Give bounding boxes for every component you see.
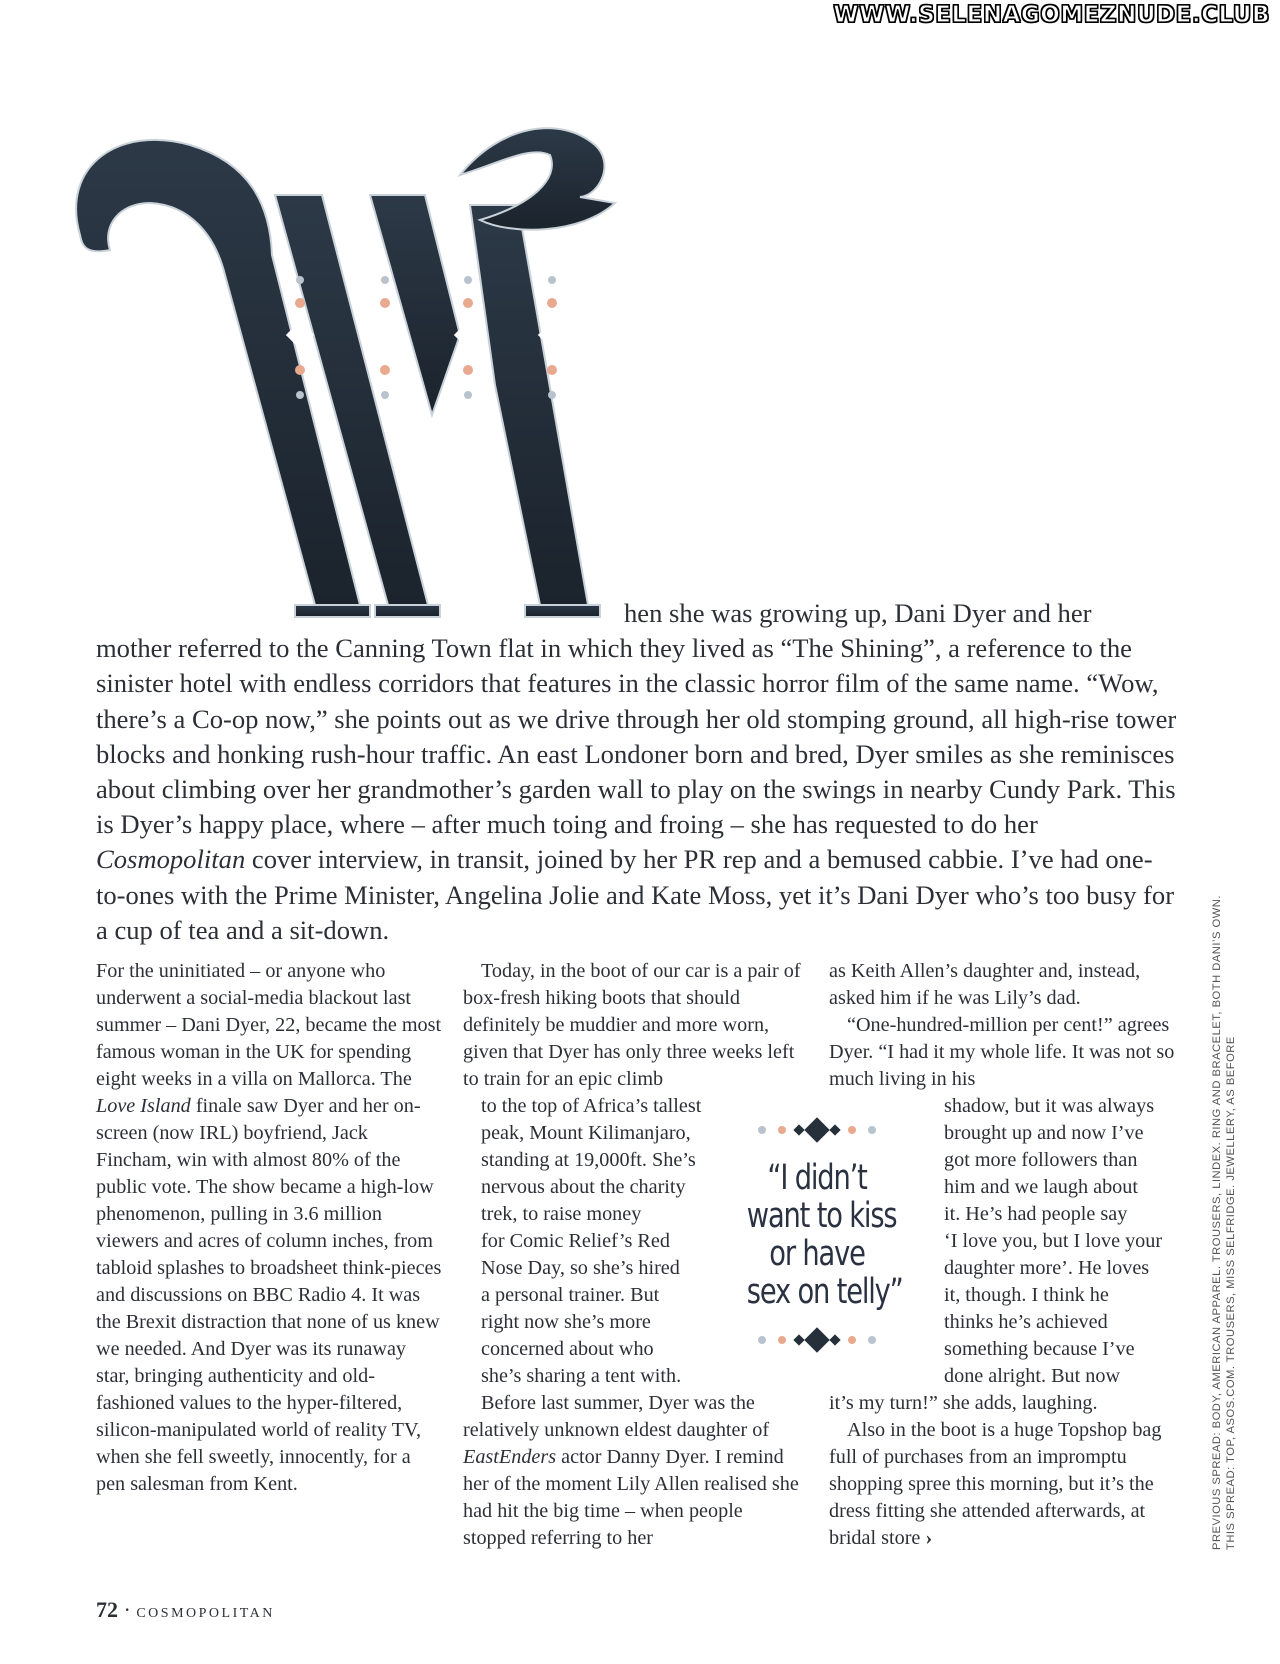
show-title: Love Island xyxy=(96,1095,191,1117)
wrapped-line: trek, to raise money xyxy=(481,1203,642,1225)
wrapped-line: she’s sharing a tent with. xyxy=(481,1365,682,1387)
intro-text-end: cover interview, in transit, joined by her PR rep and a bemused cabbie. I’ve had one-to-ones with the Prime Minister, Angelina Jolie and Kate Moss, yet it’s Dani Dyer who’s too busy for a cup of tea and a sit-down. xyxy=(96,844,1175,945)
wrapped-line: Nose Day, so she’s hired xyxy=(481,1257,680,1279)
wrapped-line: nervous about the charity xyxy=(481,1176,686,1198)
wrapped-line: peak, Mount Kilimanjaro, xyxy=(481,1122,691,1144)
dropcap-letter-w xyxy=(40,85,630,625)
intro-text: mother referred to the Canning Town flat in which they lived as “The Shining”, a reference to the sinister hotel with endless corridors that features in the classic horror film of the same name. “Wow, there’s a Co-op now,” she points out as we drive through her old stomping ground, all high-rise tower blocks and honking rush-hour traffic. An east Londoner born and bred, Dyer smiles as she reminisces about climbing over her grandmother’s garden wall to play on the swings in nearby Cundy Park. This is Dyer’s happy place, where – after much toing and froing – she has requested to do her xyxy=(96,633,1177,840)
col2-p2-a: Before last summer, Dyer was the relatively unknown eldest daughter of xyxy=(463,1392,770,1441)
col1-text-b: finale saw Dyer and her on-screen (now IRL) boyfriend, Jack Fincham, win with almost 80% of the public vote. The show became a high-low phenomenon, pulling in 3.6 million viewers and acres of column inches, from tabloid splashes to broadsheet think-pieces and discussions on BBC Radio 4. It was the Brexit distraction that none of us knew we needed. And Dyer was its runaway star, bringing authenticity and old-fashioned values to the hyper-filtered, silicon-manipulated world of reality TV, when she fell sweetly, innocently, for a pen salesman from Kent. xyxy=(96,1095,442,1495)
col2-p2-b: actor Danny Dyer. I remind her of the moment Lily Allen realised she had hit the big time – when people stopped referring to her xyxy=(463,1446,799,1549)
wrapped-line: it. He’s had people say xyxy=(944,1203,1128,1225)
pull-quote-line: or have xyxy=(769,1234,865,1274)
intro-first-line: hen she was growing up, Dani Dyer and her xyxy=(624,598,1092,628)
wrapped-line: daughter more’. He loves xyxy=(944,1257,1150,1279)
page-number: 72 xyxy=(96,1597,118,1622)
wrapped-line: to the top of Africa’s tallest xyxy=(481,1095,702,1117)
col3-p2-end: it’s my turn!” she adds, laughing. xyxy=(829,1392,1098,1414)
col3-paragraph-1: as Keith Allen’s daughter and, instead, asked him if he was Lily’s dad. xyxy=(829,960,1141,1009)
page-folio xyxy=(96,1597,275,1623)
continue-arrow-icon: › xyxy=(925,1527,933,1549)
ornament-divider-icon xyxy=(752,1115,882,1145)
intro-paragraph xyxy=(96,596,1180,948)
watermark: WWW.SELENAGOMEZNUDE.CLUB xyxy=(833,2,1270,28)
pull-quote xyxy=(727,1115,907,1355)
wrapped-line: concerned about who xyxy=(481,1338,654,1360)
show-title: EastEnders xyxy=(463,1446,557,1468)
col2-p1-full: Today, in the boot of our car is a pair of box-fresh hiking boots that should definitely be muddier and more worn, given that Dyer has only three weeks left to train for an epic climb xyxy=(463,960,801,1090)
wrapped-line: it, though. I think he xyxy=(944,1284,1109,1306)
pull-quote-line: “I didn’t xyxy=(767,1158,867,1198)
wrapped-line: a personal trainer. But xyxy=(481,1284,660,1306)
folio-magazine: COSMOPOLITAN xyxy=(136,1606,275,1621)
col3-p2-full: “One-hundred-million per cent!” agrees Dyer. “I had it my whole life. It was not so much living in his xyxy=(829,1014,1175,1090)
wrapped-line: thinks he’s achieved xyxy=(944,1311,1108,1333)
col2-paragraph-2 xyxy=(463,1390,803,1552)
credits-line: THIS SPREAD: TOP, ASOS.COM. TROUSERS, MISS SELFRIDGE. JEWELLERY, AS BEFORE xyxy=(1225,1036,1237,1550)
wrapped-line: him and we laugh about xyxy=(944,1176,1138,1198)
col3-p3: Also in the boot is a huge Topshop bag full of purchases from an impromptu shopping spree this morning, but it’s the dress fitting she attended afterwards, at bridal store xyxy=(829,1419,1162,1549)
wrapped-line: for Comic Relief’s Red xyxy=(481,1230,670,1252)
wrapped-line: standing at 19,000ft. She’s xyxy=(481,1149,696,1171)
pull-quote-line: sex on telly” xyxy=(746,1272,903,1312)
col1-text-a: For the uninitiated – or anyone who underwent a social-media blackout last summer – Dani Dyer, 22, became the most famous woman in the UK for spending eight weeks in a villa on Mallorca. The xyxy=(96,960,442,1090)
ornament-divider-icon xyxy=(752,1325,882,1355)
wrapped-line: done alright. But now xyxy=(944,1365,1121,1387)
pull-quote-text xyxy=(746,1158,903,1312)
wrapped-line: shadow, but it was always xyxy=(944,1095,1155,1117)
magazine-name: Cosmopolitan xyxy=(96,844,246,875)
wrapped-line: brought up and now I’ve xyxy=(944,1122,1144,1144)
column-1 xyxy=(96,958,442,1498)
folio-separator: · xyxy=(118,1597,137,1622)
wrapped-line: something because I’ve xyxy=(944,1338,1135,1360)
credits-line: PREVIOUS SPREAD: BODY, AMERICAN APPAREL. TROUSERS, LINDEX. RING AND BRACELET, BOTH DANI’S OWN. xyxy=(1211,895,1223,1550)
pull-quote-line: want to kiss xyxy=(746,1196,897,1236)
wrapped-line: right now she’s more xyxy=(481,1311,651,1333)
fashion-credits xyxy=(1210,895,1238,1550)
col3-paragraph-3 xyxy=(829,1417,1179,1552)
wrapped-line: got more followers than xyxy=(944,1149,1138,1171)
wrapped-line: ‘I love you, but I love your xyxy=(944,1230,1163,1252)
